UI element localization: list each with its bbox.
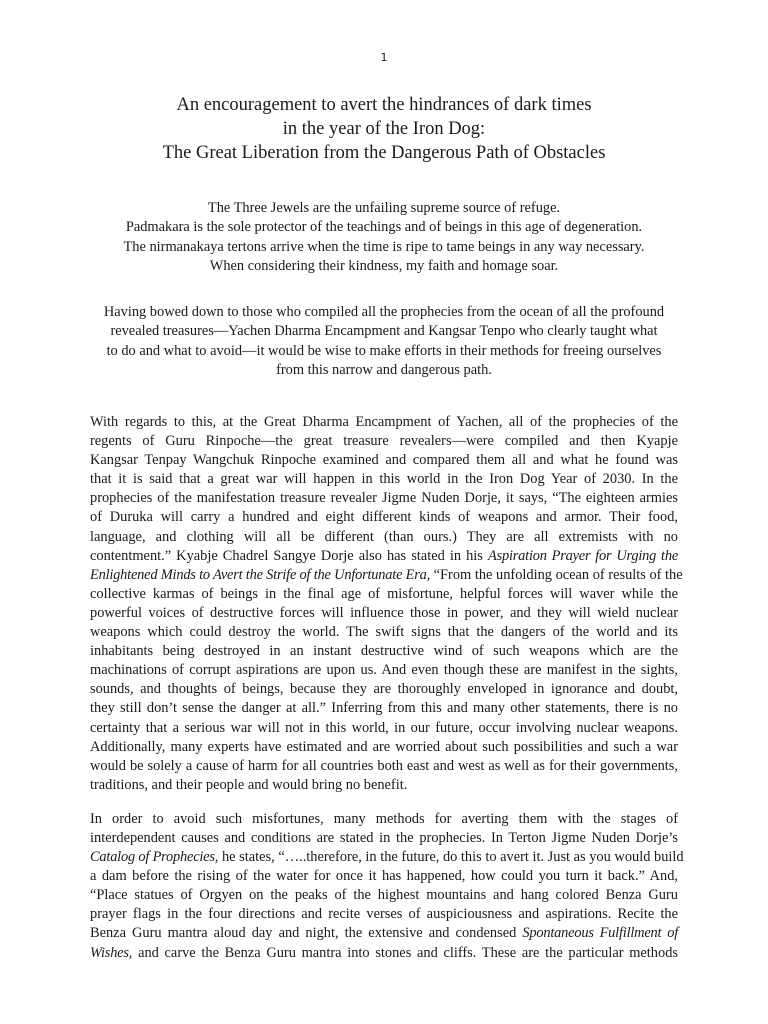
body-paragraph [90,413,683,795]
body-line: sounds, and thoughts of beings, because they are thoroughly enveloped in ignorance and doubt, [90,681,678,698]
body-line: Kangsar Tenpay Wangchuk Rinpoche examined and compared them all and what he found was [90,452,678,469]
body-line: weapons which could destroy the world. The swift signs that the dangers of the world and its [90,624,678,641]
document-title [60,93,708,165]
body-line [90,547,678,566]
body-text-run: contentment.” Kyabje Chadrel Sangye Dorje also has stated in his [90,547,488,564]
homage-verse [60,199,708,276]
title-line: in the year of the Iron Dog: [282,119,486,139]
body-line: In order to avoid such misfortunes, many methods for averting them with the stages of [90,810,678,827]
body-line: prayer flags in the four directions and recite verses of auspiciousness and aspirations. Recite the [90,906,678,923]
body-line [90,944,678,963]
body-line: a dam before the rising of the water for once it has happened, how could you turn it back.” And, [90,868,678,885]
body-text-run: , and carve the Benza Guru mantra into stones and cliffs. These are the particular methods [128,944,678,961]
body-line: traditions, and their people and would bring no benefit. [90,776,408,793]
body-line: interdependent causes and conditions are stated in the prophecies. In Terton Jigme Nuden Dorje’s [90,829,678,846]
body-line [90,848,684,867]
body-text-run: “From the unfolding ocean of results of the [430,566,683,583]
body-line: would be solely a cause of harm for all countries both east and west as well as for their governments, [90,757,678,774]
intro-paragraph [88,303,680,380]
body-line: collective karmas of beings in the final age of misfortune, helpful forces will waver while the [90,585,678,602]
verse-line: The Three Jewels are the unfailing supreme source of refuge. [207,200,561,216]
body-line: prophecies of the manifestation treasure revealer Jigme Nuden Dorje, it says, “The eighteen armies [90,490,678,507]
book-title-italic: Spontaneous Fulfillment of [522,925,678,942]
body-line: powerful voices of destructive forces will influence those in power, and they will wield nuclear [90,604,678,621]
body-line: inhabitants being destroyed in an instant destructive wind of such weapons which are the [90,643,678,660]
intro-line: from this narrow and dangerous path. [276,361,492,378]
body-line [90,924,678,943]
intro-line: revealed treasures—Yachen Dharma Encampment and Kangsar Tenpo who clearly taught what [110,323,658,340]
body-line: regents of Guru Rinpoche—the great treasure revealers—were compiled and then Kyapje [90,433,678,450]
body-line: they still don’t sense the danger at all.” Inferring from this and many other statements, there is no [90,700,678,717]
title-line: An encouragement to avert the hindrances of dark times [176,95,592,115]
book-title-italic: Aspiration Prayer for Urging the [487,547,679,564]
intro-line: Having bowed down to those who compiled all the prophecies from the ocean of all the profound [103,304,665,320]
book-title-italic: Wishes [90,944,129,961]
book-title-italic: Catalog of Prophecies [90,849,215,866]
body-text [90,413,684,978]
verse-line: The nirmanakaya tertons arrive when the time is ripe to tame beings in any way necessary. [123,238,645,255]
body-text-run: Benza Guru mantra aloud day and night, the extensive and condensed [90,925,523,942]
body-line [90,566,683,585]
body-line: With regards to this, at the Great Dharma Encampment of Yachen, all of the prophecies of the [90,414,678,430]
intro-line: to do and what to avoid—it would be wise to make efforts in their methods for freeing ourselves [106,342,662,359]
body-line: that it is said that a great war will happen in this world in the Iron Dog Year of 2030. In the [90,471,678,488]
body-line: of Duruka will carry a hundred and eight different kinds of weapons and armor. Their food, [90,509,678,526]
verse-line: When considering their kindness, my faith and homage soar. [209,257,559,274]
page-number: 1 [380,51,388,64]
body-line: Additionally, many experts have estimated and are worried about such possibilities and such a war [90,738,678,755]
body-text-run: , he states, “…..therefore, in the future, do this to avert it. Just as you would build [214,849,684,866]
title-line: The Great Liberation from the Dangerous Path of Obstacles [162,143,606,163]
body-line: language, and clothing will all be different (than ours.) They are all extremists with no [90,528,678,545]
verse-line: Padmakara is the sole protector of the teachings and of beings in this age of degeneration. [125,219,643,236]
book-title-italic: Enlightened Minds to Avert the Strife of the Unfortunate Era, [90,566,431,583]
body-line: “Place statues of Orgyen on the peaks of the highest mountains and hang colored Benza Guru [90,887,678,904]
body-line: machinations of corrupt aspirations are upon us. And even though these are manifest in the sights, [90,662,678,679]
body-paragraph [90,810,684,963]
body-line: certainty that a serious war will not in this world, in our future, occur involving nuclear weapons. [90,719,678,736]
